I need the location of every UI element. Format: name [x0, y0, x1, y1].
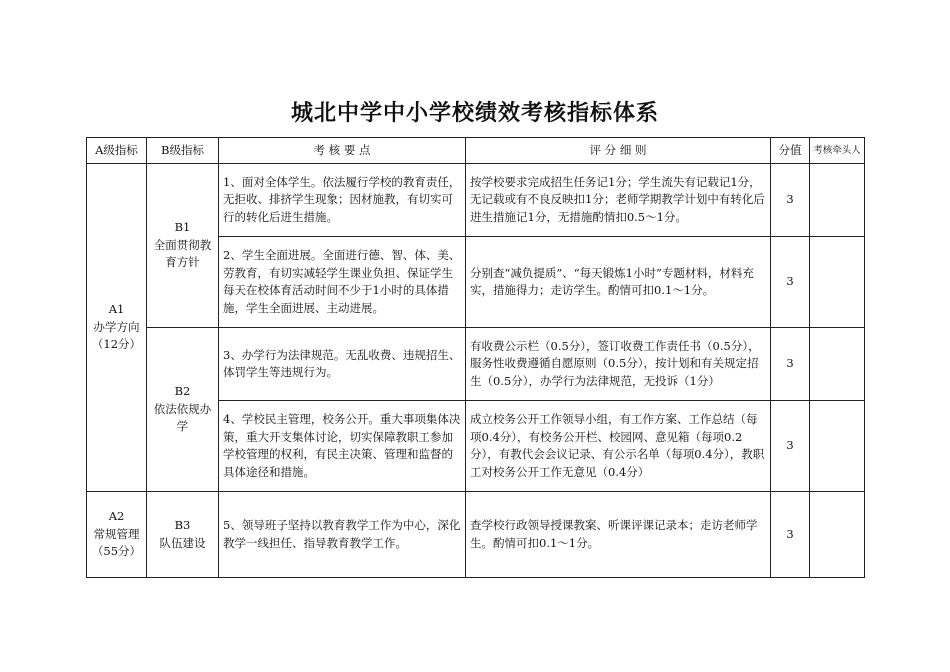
row-1-detail: 按学校要求完成招生任务记1分；学生流失有记载记1分，无记载或有不良反映扣1分；老师学期教学计划中有转化后进生措施记1分，无措施酌情扣0.5～1分。: [466, 164, 771, 237]
b2-name: 依法依规办学: [153, 401, 212, 434]
table-row: [87, 328, 865, 401]
a1-cell: [87, 164, 147, 492]
row-1-score: 3: [771, 164, 810, 237]
header-row: [87, 138, 865, 164]
a1-code: A1: [108, 302, 125, 317]
row-4-point: 4、学校民主管理，校务公开。重大事项集体决策，重大开支集体讨论，切实保障教职工参加学校管理的权利，有民主决策、管理和监督的具体途径和措施。: [219, 401, 466, 492]
row-4-score: 3: [771, 401, 810, 492]
header-b-level: B级指标: [147, 138, 219, 164]
a1-score: （12分）: [91, 337, 142, 352]
header-score: 分值: [771, 138, 810, 164]
header-a-level: A级指标: [87, 138, 147, 164]
row-2-point: 2、学生全面进展。全面进行德、智、体、美、劳教育，有切实减轻学生课业负担、保证学生每天在校体育活动时间不少于1小时的具体措施，学生全面进展、主动进展。: [219, 237, 466, 328]
b2-cell: [147, 328, 219, 492]
row-3-detail: 有收费公示栏（0.5分），签订收费工作责任书（0.5分），服务性收费遵循自愿原则（0.5分），按计划和有关规定招生（0.5分），办学行为法律规范，无投诉（1分）: [466, 328, 771, 401]
row-5-detail: 查学校行政领导授课教案、听课评课记录本；走访老师学生。酌情可扣0.1～1分。: [466, 492, 771, 578]
row-2-lead: [810, 237, 865, 328]
a2-score: （55分）: [91, 544, 142, 559]
page-title: 城北中学中小学校绩效考核指标体系: [290, 101, 659, 126]
b2-code: B2: [174, 384, 191, 399]
row-3-score: 3: [771, 328, 810, 401]
row-3-lead: [810, 328, 865, 401]
table-row: [87, 164, 865, 237]
b3-code: B3: [174, 518, 191, 532]
row-1-point: 1、面对全体学生。依法履行学校的教育责任，无拒收、排挤学生现象；因材施教，有切实可行的转化后进生措施。: [219, 164, 466, 237]
b3-name: 队伍建设: [159, 535, 206, 550]
header-details: 评 分 细 则: [466, 138, 771, 164]
assessment-table: [86, 137, 865, 578]
b1-code: B1: [174, 220, 191, 235]
row-5-lead: [810, 492, 865, 578]
row-5-score: 3: [771, 492, 810, 578]
b1-cell: [147, 164, 219, 328]
header-points: 考 核 要 点: [219, 138, 466, 164]
b3-cell: [147, 492, 219, 578]
header-lead: 考核牵头人: [810, 138, 865, 164]
row-2-score: 3: [771, 237, 810, 328]
a1-name: 办学方向: [93, 319, 140, 334]
a2-name: 常规管理: [93, 526, 140, 541]
a2-cell: [87, 492, 147, 578]
b1-name: 全面贯彻教育方针: [153, 237, 212, 270]
row-3-point: 3、办学行为法律规范。无乱收费、违规招生、体罚学生等违规行为。: [219, 328, 466, 401]
a2-code: A2: [108, 509, 125, 524]
row-1-lead: [810, 164, 865, 237]
row-5-point: 5、领导班子坚持以教育教学工作为中心，深化教学一线担任、指导教育教学工作。: [219, 492, 466, 578]
row-2-detail: 分别查“减负提质”、“每天锻炼1小时”专题材料，材料充实，措施得力；走访学生。酌情可扣0.1～1分。: [466, 237, 771, 328]
table-row: [87, 492, 865, 578]
row-4-detail: 成立校务公开工作领导小组，有工作方案、工作总结（每项0.4分），有校务公开栏、校园网、意见箱（每项0.2分），有教代会会议记录、有公示名单（每项0.4分），教职工对校务公开工作无意见（0.4分）: [466, 401, 771, 492]
row-4-lead: [810, 401, 865, 492]
